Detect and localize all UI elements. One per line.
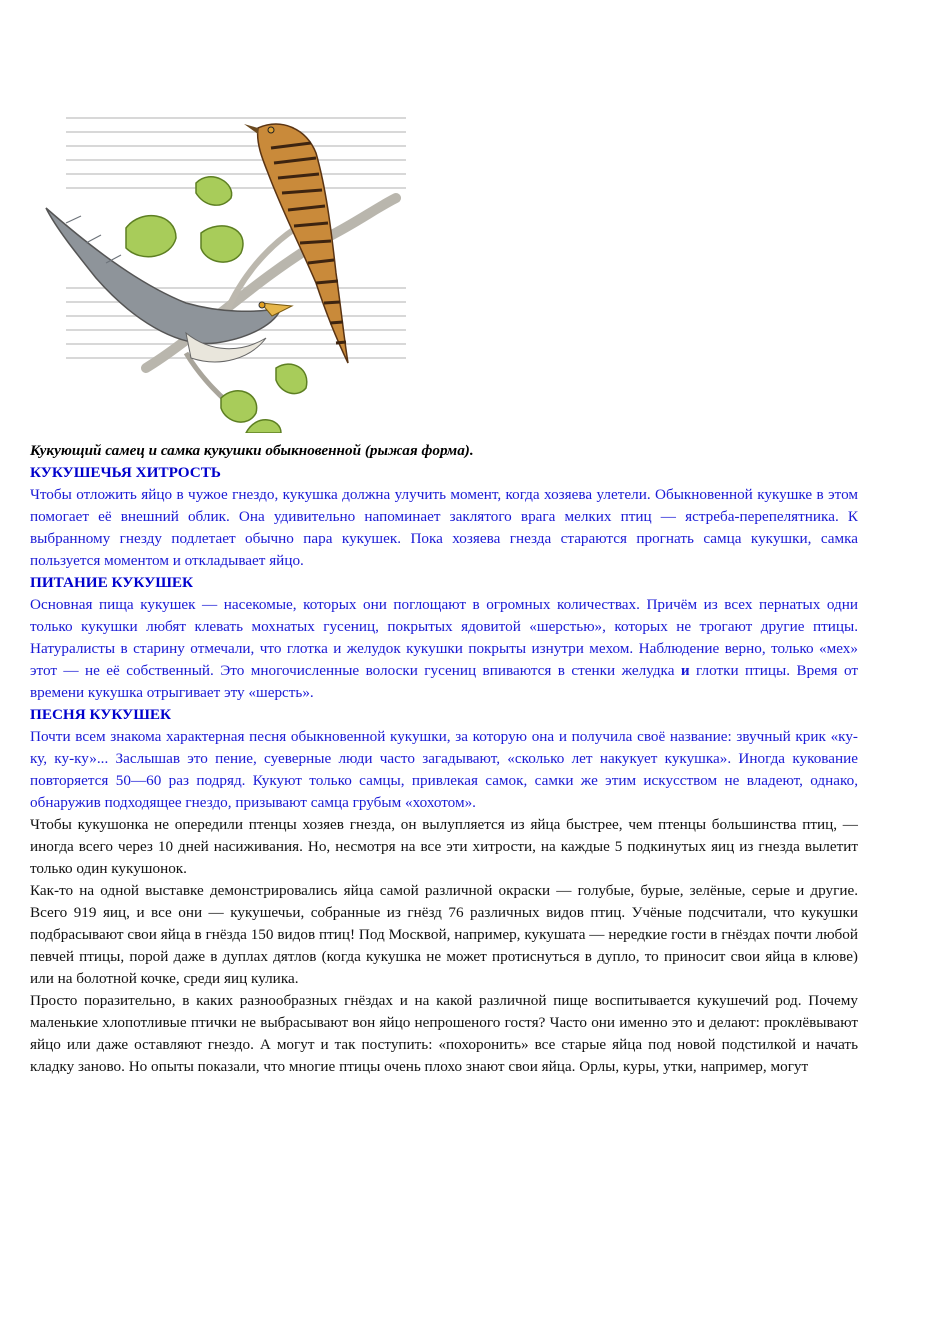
body-paragraph-3: Просто поразительно, в каких разнообразных гнёздах и на какой различной пище воспитывается кукушечий род. Почему маленькие хлопотливые птички не выбрасывают вон яйцо непрошеного гостя? Часто они именно это и делают: проклёвывают яйцо или даже оставляют гнездо. А могут и так поступить: «похоронить» все старые яйца под новой подстилкой и начать кладку заново. Но опыты показали, что многие птицы очень плохо знают свои яйца. Орлы, куры, утки, например, могут <box>30 992 858 1075</box>
food-text-conjunction: и <box>680 662 690 679</box>
section-heading-song: ПЕСНЯ КУКУШЕК <box>30 706 172 723</box>
section-paragraph-song: Почти всем знакома характерная песня обыкновенной кукушки, за которую она и получила своё название: звучный крик «ку-ку, ку-ку»... Заслышав это пение, суеверные люди часто загадывают, «сколько лет накукует кукушка». Иногда кукование повторяется 50—60 раз подряд. Кукуют только самцы, привлекая самок, самки же этим искусством не владеют, однако, обнаружив подходящее гнездо, призывают самца грубым «хохотом». <box>30 728 858 811</box>
section-heading-cunning: КУКУШЕЧЬЯ ХИТРОСТЬ <box>30 464 221 481</box>
body-paragraph-1: Чтобы кукушонка не опередили птенцы хозяев гнезда, он вылупляется из яйца быстрее, чем птенцы большинства птиц, — иногда всего через 10 дней насиживания. Но, несмотря на все эти хитрости, на каждые 5 подкинутых яиц из гнезда вылетит только один кукушонок. <box>30 816 858 877</box>
section-paragraph-food <box>30 594 858 704</box>
section-heading-food: ПИТАНИЕ КУКУШЕК <box>30 574 194 591</box>
body-paragraph-2: Как-то на одной выставке демонстрировались яйца самой различной окраски — голубые, бурые, зелёные, серые и другие. Всего 919 яиц, и все они — кукушечьи, собранные из гнёзд 76 различных видов птиц. Учёные подсчитали, что кукушки подбрасывают свои яйца в гнёзда 150 видов птиц! Под Москвой, например, кукушата — нередкие гости в гнёздах почти любой певчей птицы, порой даже в дуплах дятлов (когда кукушка не может протиснуться в дупло, то приносит свои яйца в клюве) или на болотной кочке, среди яиц кулика. <box>30 882 858 987</box>
food-text-part-b: глотки птицы. Время от времени кукушка отрыгивает эту «шерсть». <box>30 662 858 701</box>
food-text-part-a: Основная пища кукушек — насекомые, которых они поглощают в огромных количествах. Причём из всех пернатых одни только кукушки любят клевать мохнатых гусениц, покрытых ядовитой «шерстью», которых не трогают другие птицы. Натуралисты в старину отмечали, что глотка и желудок кукушки покрыты изнутри мехом. Наблюдение верно, только «мех» этот — не её собственный. Это многочисленные волоски гусениц впиваются в стенки желудка <box>30 596 858 679</box>
article-body <box>30 440 858 1078</box>
figure-caption: Кукующий самец и самка кукушки обыкновенной (рыжая форма). <box>30 442 474 459</box>
cuckoo-illustration <box>26 98 426 433</box>
section-paragraph-cunning: Чтобы отложить яйцо в чужое гнездо, кукушка должна улучить момент, когда хозяева улетели. Обыкновенной кукушке в этом помогает её внешний облик. Она удивительно напоминает заклятого врага мелких птиц — ястреба-перепелятника. К выбранному гнезду подлетает обычно пара кукушек. Пока хозяева гнезда стараются прогнать самца кукушки, самка пользуется моментом и откладывает яйцо. <box>30 486 858 569</box>
